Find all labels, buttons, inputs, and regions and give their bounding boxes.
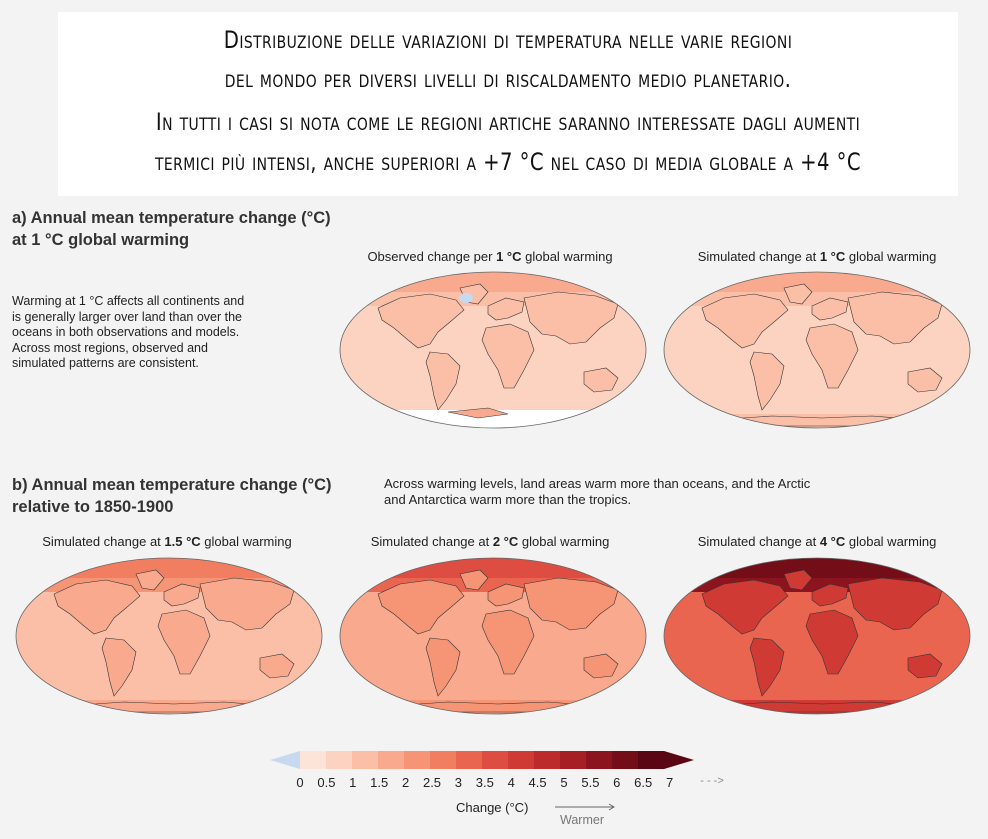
section-a-desc-line: Across most regions, observed and [12, 340, 208, 355]
section-b-desc-line: Across warming levels, land areas warm more than oceans, and the Arctic [384, 476, 811, 491]
section-b-title-line2: relative to 1850-1900 [12, 498, 174, 516]
map-label-simulated-1c [662, 249, 972, 264]
colorbar-swatch [456, 751, 483, 769]
map-label-text: Simulated change at [370, 534, 493, 549]
map-label-simulated-2c [335, 534, 645, 549]
section-b-title-line1: b) Annual mean temperature change (°C) [12, 476, 332, 494]
colorbar-tick-label: 6.5 [634, 775, 653, 790]
map-label-text: global warming [200, 534, 292, 549]
map-label-level: 1 °C [496, 249, 522, 264]
map-label-level: 1.5 °C [164, 534, 201, 549]
section-a-desc-line: is generally larger over land than over the [12, 309, 242, 324]
map-label-text: global warming [518, 534, 610, 549]
colorbar-tick-label: 2.5 [422, 775, 442, 790]
colorbar-tick-label: 4.5 [528, 775, 547, 790]
map-label-text: Simulated change at [697, 249, 820, 264]
map-label-text: Simulated change at [697, 534, 820, 549]
dashed-arrow-icon: - - -> [700, 775, 724, 787]
colorbar-below-arrow [270, 751, 300, 769]
world-map-simulated-1c [662, 270, 972, 430]
colorbar-tick-label: 0.5 [317, 775, 336, 790]
header-line-2: del mondo per diversi livelli di riscaldamento medio planetario. [224, 65, 792, 93]
colorbar [270, 748, 720, 772]
section-b-description [384, 476, 810, 507]
warmer-arrow-icon [555, 803, 617, 811]
colorbar-tick-label: 6 [613, 775, 621, 790]
section-b-desc-line: and Antarctica warm more than the tropics. [384, 491, 632, 507]
section-b-title [12, 474, 332, 518]
colorbar-swatch [300, 751, 327, 769]
header-line-4: termici più intensi, anche superiori a +7 °C nel caso di media globale a +4 °C [155, 148, 861, 176]
colorbar-swatch [638, 751, 665, 769]
map-label-level: 2 °C [492, 534, 519, 549]
header-line-1: Distribuzione delle variazioni di temperatura nelle varie regioni [223, 26, 793, 54]
colorbar-swatch [482, 751, 509, 769]
colorbar-tick-label: 3.5 [475, 775, 494, 790]
world-map-simulated-2c [338, 556, 648, 716]
map-label-simulated-4c [662, 534, 972, 549]
map-label-simulated-1-5c [12, 534, 322, 549]
map-label-level: 1 °C [819, 249, 846, 264]
colorbar-tick-label: 4 [507, 775, 515, 790]
colorbar-caption: Change (°C) [456, 800, 529, 815]
colorbar-tick-label: 1.5 [370, 775, 389, 790]
warmer-label: Warmer [560, 813, 604, 827]
world-map-simulated-1-5c [14, 556, 324, 716]
colorbar-swatch [612, 751, 639, 769]
map-label-text: global warming [845, 249, 937, 264]
map-label-text: Simulated change at [42, 534, 165, 549]
colorbar-tick-label: 0 [296, 775, 304, 790]
colorbar-tick-label: 7 [665, 775, 674, 790]
colorbar-swatch [378, 751, 405, 769]
header-line-3: In tutti i casi si nota come le regioni artiche saranno interessate dagli aumenti [155, 108, 861, 136]
map-label-text: Observed change per [367, 249, 497, 264]
map-label-observed-1c [335, 249, 645, 264]
colorbar-tick-label: 5.5 [581, 775, 600, 790]
map-label-level: 4 °C [819, 534, 846, 549]
colorbar-swatch [404, 751, 431, 769]
section-a-description [12, 294, 244, 372]
colorbar-swatch [586, 751, 613, 769]
section-a-desc-line: Warming at 1 °C affects all continents and [12, 294, 245, 308]
map-label-text: global warming [845, 534, 937, 549]
world-map-simulated-4c [662, 556, 972, 716]
section-a-desc-line: simulated patterns are consistent. [12, 356, 199, 370]
section-a-desc-line: oceans in both observations and models. [12, 325, 240, 339]
colorbar-swatch [430, 751, 457, 769]
map-label-text: global warming [521, 249, 613, 264]
header-title-box [58, 12, 958, 196]
colorbar-tick-label: 1 [349, 775, 357, 790]
section-a-title [12, 207, 331, 251]
colorbar-tick-label: 3 [454, 775, 463, 790]
section-a-title-line2: at 1 °C global warming [12, 231, 190, 249]
section-a-title-line1: a) Annual mean temperature change (°C) [12, 209, 331, 227]
colorbar-swatch [508, 751, 535, 769]
world-map-observed-1c [338, 270, 648, 430]
colorbar-tick-label: 2 [401, 775, 410, 790]
colorbar-above-arrow [664, 751, 694, 769]
colorbar-swatch [534, 751, 561, 769]
colorbar-swatch [352, 751, 379, 769]
colorbar-swatch [326, 751, 353, 769]
colorbar-tick-label: 5 [560, 775, 568, 790]
colorbar-swatch [560, 751, 587, 769]
